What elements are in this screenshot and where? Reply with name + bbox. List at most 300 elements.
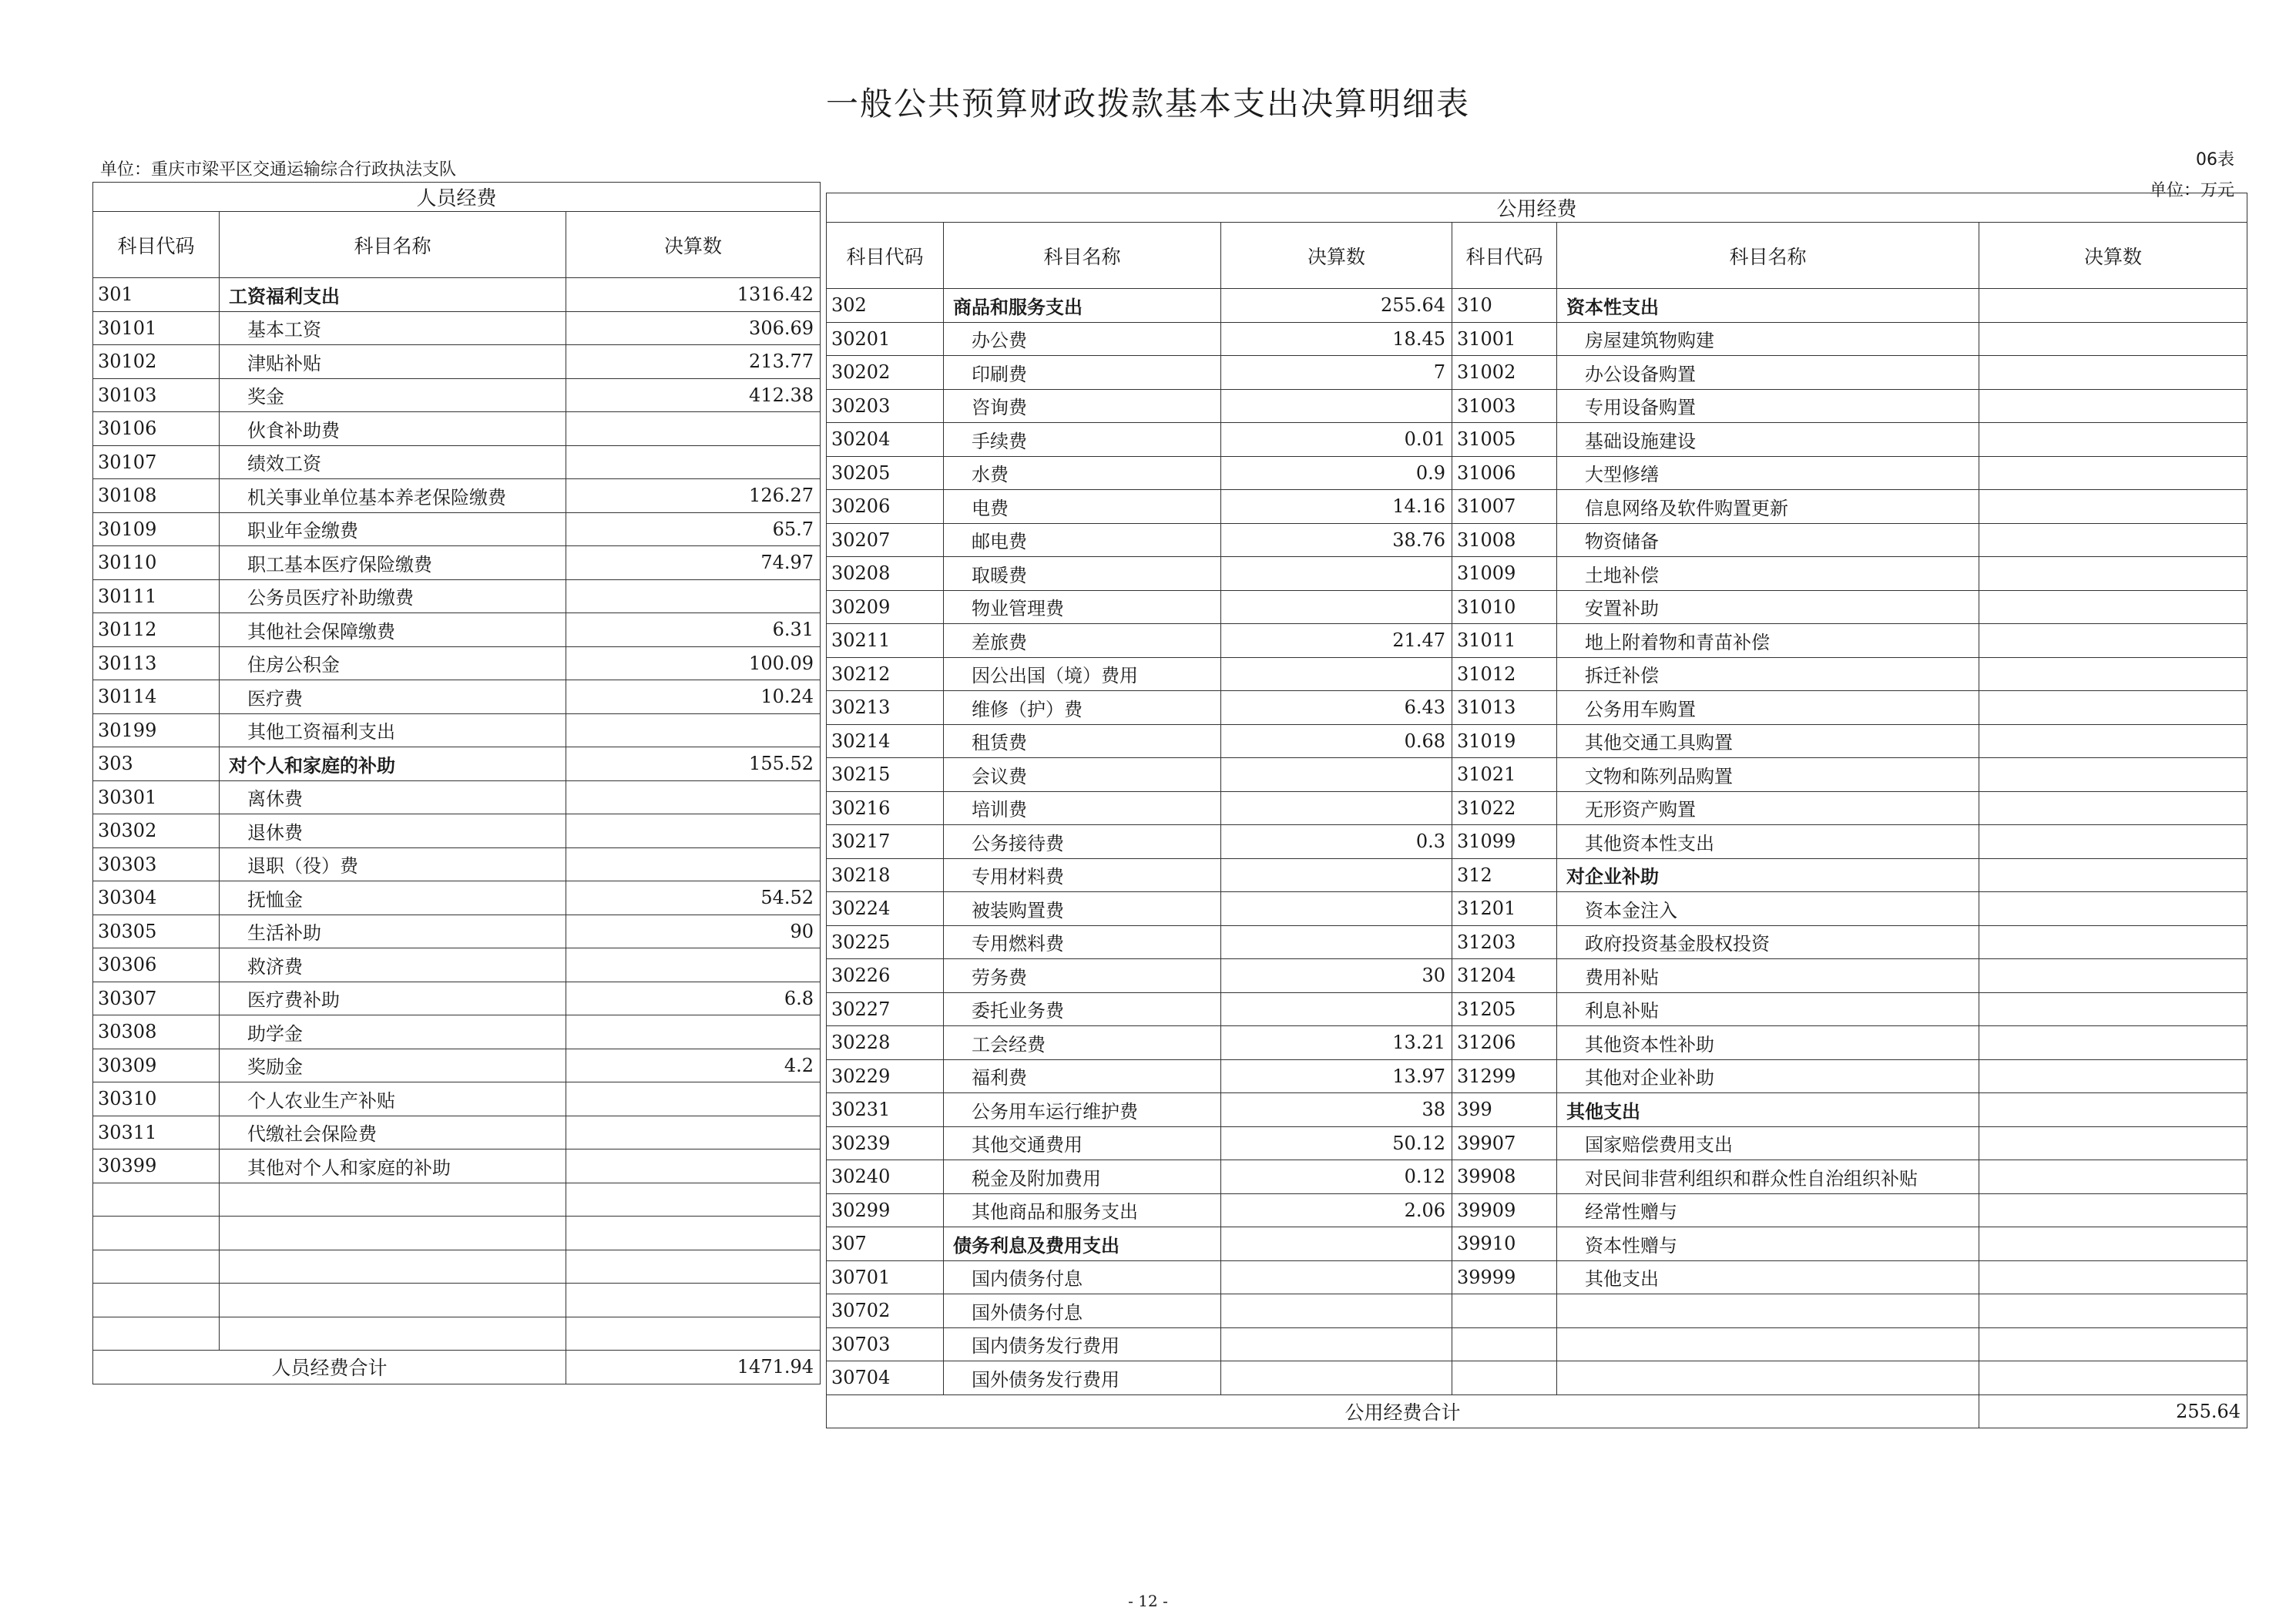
subject-code: 31203: [1452, 925, 1557, 959]
table-row: [93, 1116, 821, 1149]
amount-value: 90: [566, 915, 821, 948]
amount-value: [1979, 1160, 2247, 1194]
amount-value: 100.09: [566, 646, 821, 680]
table-row: [827, 1361, 2247, 1395]
subject-code: 30101: [93, 311, 220, 345]
subject-code: 30703: [827, 1327, 944, 1361]
public-total-value: 255.64: [1979, 1394, 2247, 1428]
subject-code: 30302: [93, 814, 220, 848]
subject-code: 31022: [1452, 791, 1557, 825]
subject-code: 312: [1452, 858, 1557, 892]
subject-code: [1452, 1294, 1557, 1328]
subject-code: 31005: [1452, 423, 1557, 457]
subject-name: 水费: [944, 456, 1221, 490]
subject-code: 31204: [1452, 959, 1557, 993]
amount-value: 1316.42: [566, 278, 821, 312]
amount-value: [566, 1317, 821, 1351]
public-expense-table: [826, 193, 2247, 1428]
amount-value: [1221, 1327, 1452, 1361]
table-row: [93, 1149, 821, 1183]
amount-value: [1979, 1327, 2247, 1361]
amount-value: [1979, 1294, 2247, 1328]
table-row: [93, 713, 821, 747]
amount-value: 306.69: [566, 311, 821, 345]
table-row: [827, 724, 2247, 758]
subject-name: 生活补助: [220, 915, 566, 948]
subject-name: 因公出国（境）费用: [944, 657, 1221, 691]
amount-value: [1221, 892, 1452, 926]
amount-value: [1979, 456, 2247, 490]
amount-value: [1221, 1227, 1452, 1261]
subject-code: 39910: [1452, 1227, 1557, 1261]
table-row: [827, 423, 2247, 457]
header-amount: 决算数: [1221, 223, 1452, 289]
table-row: [93, 915, 821, 948]
subject-name: [220, 1250, 566, 1284]
subject-code: 30306: [93, 948, 220, 982]
subject-code: 30704: [827, 1361, 944, 1395]
amount-value: [566, 948, 821, 982]
subject-name: 物资储备: [1557, 523, 1979, 557]
subject-name: 国内债务付息: [944, 1260, 1221, 1294]
amount-value: 65.7: [566, 512, 821, 546]
subject-name: 职工基本医疗保险缴费: [220, 546, 566, 580]
subject-code: 31008: [1452, 523, 1557, 557]
table-row: [93, 1317, 821, 1351]
table-row: [93, 1217, 821, 1250]
subject-code: 301: [93, 278, 220, 312]
subject-name: 伙食补助费: [220, 412, 566, 446]
amount-value: 4.2: [566, 1049, 821, 1082]
table-row: [827, 1059, 2247, 1093]
amount-value: [566, 1116, 821, 1149]
table-row: [93, 546, 821, 580]
subject-code: 30112: [93, 613, 220, 647]
subject-code: [93, 1183, 220, 1217]
table-row: [93, 881, 821, 915]
subject-code: 30231: [827, 1093, 944, 1127]
amount-value: [1979, 724, 2247, 758]
subject-code: 30203: [827, 389, 944, 423]
subject-name: 其他交通费用: [944, 1126, 1221, 1160]
reporting-unit: 单位：重庆市梁平区交通运输综合行政执法支队: [100, 160, 457, 180]
amount-value: [566, 1217, 821, 1250]
personnel-total-value: 1471.94: [566, 1351, 821, 1384]
amount-value: [1221, 758, 1452, 792]
subject-name: 奖励金: [220, 1049, 566, 1082]
subject-code: 30399: [93, 1149, 220, 1183]
amount-value: [1979, 490, 2247, 524]
subject-code: 30218: [827, 858, 944, 892]
amount-value: [566, 579, 821, 613]
subject-name: 奖金: [220, 378, 566, 412]
subject-name: [1557, 1327, 1979, 1361]
subject-code: 30228: [827, 1026, 944, 1060]
subject-name: 其他支出: [1557, 1093, 1979, 1127]
subject-code: 30114: [93, 680, 220, 714]
subject-code: 30208: [827, 557, 944, 591]
table-row: [827, 1093, 2247, 1127]
amount-value: [1979, 858, 2247, 892]
subject-code: 30206: [827, 490, 944, 524]
subject-name: 国外债务发行费用: [944, 1361, 1221, 1395]
amount-value: 255.64: [1221, 289, 1452, 323]
subject-name: 工会经费: [944, 1026, 1221, 1060]
amount-value: 10.24: [566, 680, 821, 714]
table-row: [827, 992, 2247, 1026]
table-row: [93, 747, 821, 781]
subject-name: 大型修缮: [1557, 456, 1979, 490]
subject-name: 邮电费: [944, 523, 1221, 557]
subject-code: 30301: [93, 780, 220, 814]
subject-code: 30305: [93, 915, 220, 948]
amount-value: [566, 847, 821, 881]
subject-code: 30702: [827, 1294, 944, 1328]
subject-code: 30204: [827, 423, 944, 457]
subject-name: 拆迁补偿: [1557, 657, 1979, 691]
amount-value: [566, 814, 821, 848]
amount-value: 18.45: [1221, 322, 1452, 356]
amount-value: [1221, 590, 1452, 624]
table-row: [827, 1327, 2247, 1361]
subject-code: 30215: [827, 758, 944, 792]
subject-code: 31021: [1452, 758, 1557, 792]
amount-value: 38: [1221, 1093, 1452, 1127]
amount-value: 0.3: [1221, 825, 1452, 859]
subject-name: 专用设备购置: [1557, 389, 1979, 423]
amount-value: [1979, 992, 2247, 1026]
table-row: [827, 557, 2247, 591]
subject-code: 30102: [93, 345, 220, 379]
subject-code: 30211: [827, 624, 944, 658]
subject-code: 31011: [1452, 624, 1557, 658]
amount-value: [1979, 289, 2247, 323]
subject-name: 资本金注入: [1557, 892, 1979, 926]
subject-code: 31003: [1452, 389, 1557, 423]
amount-value: [1979, 758, 2247, 792]
amount-value: 155.52: [566, 747, 821, 781]
amount-value: 21.47: [1221, 624, 1452, 658]
subject-code: 31006: [1452, 456, 1557, 490]
amount-value: 38.76: [1221, 523, 1452, 557]
header-amount: 决算数: [566, 212, 821, 278]
table-row: [93, 512, 821, 546]
subject-name: 代缴社会保险费: [220, 1116, 566, 1149]
subject-name: 物业管理费: [944, 590, 1221, 624]
subject-code: 31201: [1452, 892, 1557, 926]
subject-name: 医疗费补助: [220, 982, 566, 1015]
amount-value: 6.31: [566, 613, 821, 647]
table-row: [827, 1126, 2247, 1160]
subject-name: 房屋建筑物购建: [1557, 322, 1979, 356]
subject-name: 费用补贴: [1557, 959, 1979, 993]
subject-code: 30199: [93, 713, 220, 747]
subject-name: 政府投资基金股权投资: [1557, 925, 1979, 959]
table-row: [827, 858, 2247, 892]
subject-name: 专用燃料费: [944, 925, 1221, 959]
header-amount: 决算数: [1979, 223, 2247, 289]
amount-value: [566, 412, 821, 446]
table-row: [93, 948, 821, 982]
subject-name: 差旅费: [944, 624, 1221, 658]
subject-name: 印刷费: [944, 356, 1221, 390]
table-row: [93, 278, 821, 312]
subject-name: 绩效工资: [220, 445, 566, 479]
subject-name: 信息网络及软件购置更新: [1557, 490, 1979, 524]
amount-value: 14.16: [1221, 490, 1452, 524]
table-row: [827, 289, 2247, 323]
subject-code: 39907: [1452, 1126, 1557, 1160]
subject-code: [1452, 1361, 1557, 1395]
table-row: [93, 613, 821, 647]
table-row: [93, 579, 821, 613]
table-row: [827, 657, 2247, 691]
subject-code: 30213: [827, 691, 944, 725]
subject-name: 委托业务费: [944, 992, 1221, 1026]
amount-value: [1979, 590, 2247, 624]
amount-value: [1221, 389, 1452, 423]
amount-value: [1979, 1093, 2247, 1127]
subject-name: 退职（役）费: [220, 847, 566, 881]
personnel-total-label: 人员经费合计: [93, 1351, 566, 1384]
table-row: [827, 1026, 2247, 1060]
subject-code: [1452, 1327, 1557, 1361]
table-row: [93, 412, 821, 446]
amount-value: [1979, 1260, 2247, 1294]
subject-code: 30214: [827, 724, 944, 758]
subject-code: 30216: [827, 791, 944, 825]
amount-value: [1221, 557, 1452, 591]
subject-code: 30224: [827, 892, 944, 926]
header-name: 科目名称: [1557, 223, 1979, 289]
page-number: - 12 -: [1128, 1592, 1168, 1610]
table-row: [93, 1082, 821, 1116]
subject-code: 30109: [93, 512, 220, 546]
table-row: [827, 825, 2247, 859]
subject-code: 30304: [93, 881, 220, 915]
subject-name: 咨询费: [944, 389, 1221, 423]
subject-code: 30311: [93, 1116, 220, 1149]
amount-value: [1979, 523, 2247, 557]
subject-name: 工资福利支出: [220, 278, 566, 312]
subject-name: 被装购置费: [944, 892, 1221, 926]
subject-code: 31099: [1452, 825, 1557, 859]
amount-value: [1221, 1361, 1452, 1395]
amount-value: [1979, 791, 2247, 825]
subject-code: 39999: [1452, 1260, 1557, 1294]
subject-code: [93, 1217, 220, 1250]
subject-code: 31012: [1452, 657, 1557, 691]
subject-name: 对企业补助: [1557, 858, 1979, 892]
subject-name: 职业年金缴费: [220, 512, 566, 546]
subject-name: 资本性赠与: [1557, 1227, 1979, 1261]
amount-value: 6.43: [1221, 691, 1452, 725]
subject-name: 安置补助: [1557, 590, 1979, 624]
subject-name: 专用材料费: [944, 858, 1221, 892]
subject-name: 资本性支出: [1557, 289, 1979, 323]
subject-code: 31002: [1452, 356, 1557, 390]
amount-value: [1979, 389, 2247, 423]
subject-name: 对个人和家庭的补助: [220, 747, 566, 781]
subject-code: 30110: [93, 546, 220, 580]
subject-name: 其他对个人和家庭的补助: [220, 1149, 566, 1183]
public-total-label: 公用经费合计: [827, 1394, 1979, 1428]
subject-name: 其他社会保障缴费: [220, 613, 566, 647]
subject-name: 退休费: [220, 814, 566, 848]
table-row: [827, 1160, 2247, 1194]
subject-code: 30209: [827, 590, 944, 624]
subject-name: 其他对企业补助: [1557, 1059, 1979, 1093]
table-row: [93, 1183, 821, 1217]
subject-code: 31009: [1452, 557, 1557, 591]
amount-value: 213.77: [566, 345, 821, 379]
subject-code: 30299: [827, 1193, 944, 1227]
table-row: [93, 1284, 821, 1317]
subject-name: 助学金: [220, 1015, 566, 1049]
amount-value: [566, 1015, 821, 1049]
amount-value: 13.97: [1221, 1059, 1452, 1093]
amount-value: 54.52: [566, 881, 821, 915]
subject-name: 租赁费: [944, 724, 1221, 758]
table-row: [827, 490, 2247, 524]
subject-code: [93, 1317, 220, 1351]
subject-code: 302: [827, 289, 944, 323]
table-row: [827, 456, 2247, 490]
amount-value: [566, 1149, 821, 1183]
subject-code: 31007: [1452, 490, 1557, 524]
amount-value: [1979, 356, 2247, 390]
table-row: [93, 1049, 821, 1082]
subject-code: 30108: [93, 479, 220, 513]
subject-name: 公务接待费: [944, 825, 1221, 859]
table-row: [827, 523, 2247, 557]
subject-code: 30212: [827, 657, 944, 691]
subject-code: 30701: [827, 1260, 944, 1294]
subject-code: 30201: [827, 322, 944, 356]
table-row: [93, 1015, 821, 1049]
personnel-expense-table: [92, 182, 821, 1384]
header-name: 科目名称: [220, 212, 566, 278]
subject-name: [220, 1284, 566, 1317]
subject-name: 国内债务发行费用: [944, 1327, 1221, 1361]
subject-name: 基本工资: [220, 311, 566, 345]
subject-name: 其他资本性补助: [1557, 1026, 1979, 1060]
amount-value: 2.06: [1221, 1193, 1452, 1227]
currency-unit: 单位：万元: [2149, 181, 2234, 200]
amount-value: [1979, 1059, 2247, 1093]
subject-code: [93, 1250, 220, 1284]
subject-name: 机关事业单位基本养老保险缴费: [220, 479, 566, 513]
subject-name: 津贴补贴: [220, 345, 566, 379]
subject-name: 办公设备购置: [1557, 356, 1979, 390]
subject-code: 30107: [93, 445, 220, 479]
amount-value: 30: [1221, 959, 1452, 993]
amount-value: [1221, 925, 1452, 959]
subject-code: 39908: [1452, 1160, 1557, 1194]
amount-value: [1979, 892, 2247, 926]
amount-value: [566, 1250, 821, 1284]
subject-code: 30205: [827, 456, 944, 490]
subject-code: 31205: [1452, 992, 1557, 1026]
subject-code: 310: [1452, 289, 1557, 323]
table-row: [93, 847, 821, 881]
subject-code: 31013: [1452, 691, 1557, 725]
personnel-group-header: 人员经费: [93, 183, 821, 212]
subject-name: 利息补贴: [1557, 992, 1979, 1026]
amount-value: [1979, 825, 2247, 859]
subject-code: 31206: [1452, 1026, 1557, 1060]
amount-value: [1221, 858, 1452, 892]
subject-code: 30240: [827, 1160, 944, 1194]
subject-name: 公务用车购置: [1557, 691, 1979, 725]
subject-name: 债务利息及费用支出: [944, 1227, 1221, 1261]
subject-name: 其他商品和服务支出: [944, 1193, 1221, 1227]
table-row: [827, 356, 2247, 390]
subject-name: 地上附着物和青苗补偿: [1557, 624, 1979, 658]
amount-value: [1979, 322, 2247, 356]
amount-value: 0.68: [1221, 724, 1452, 758]
amount-value: [1221, 791, 1452, 825]
subject-name: 维修（护）费: [944, 691, 1221, 725]
table-row: [93, 982, 821, 1015]
amount-value: 50.12: [1221, 1126, 1452, 1160]
amount-value: [1979, 557, 2247, 591]
subject-name: 会议费: [944, 758, 1221, 792]
amount-value: 0.01: [1221, 423, 1452, 457]
subject-name: 离休费: [220, 780, 566, 814]
subject-name: 抚恤金: [220, 881, 566, 915]
subject-name: 国外债务付息: [944, 1294, 1221, 1328]
table-row: [827, 1227, 2247, 1261]
table-row: [93, 814, 821, 848]
table-row: [827, 1193, 2247, 1227]
table-row: [93, 646, 821, 680]
subject-name: 电费: [944, 490, 1221, 524]
amount-value: [1979, 657, 2247, 691]
amount-value: [1979, 959, 2247, 993]
amount-value: [1979, 691, 2247, 725]
header-code: 科目代码: [827, 223, 944, 289]
table-row: [827, 925, 2247, 959]
subject-code: 30310: [93, 1082, 220, 1116]
subject-code: 30103: [93, 378, 220, 412]
subject-code: 30239: [827, 1126, 944, 1160]
subject-name: 土地补偿: [1557, 557, 1979, 591]
amount-value: [1979, 1193, 2247, 1227]
amount-value: [566, 1082, 821, 1116]
header-code: 科目代码: [93, 212, 220, 278]
subject-code: 30106: [93, 412, 220, 446]
subject-code: 30309: [93, 1049, 220, 1082]
table-row: [93, 680, 821, 714]
amount-value: [566, 1284, 821, 1317]
public-group-header: 公用经费: [827, 193, 2247, 223]
subject-name: 文物和陈列品购置: [1557, 758, 1979, 792]
table-row: [93, 345, 821, 379]
table-row: [93, 311, 821, 345]
table-row: [827, 758, 2247, 792]
subject-name: 福利费: [944, 1059, 1221, 1093]
subject-name: 无形资产购置: [1557, 791, 1979, 825]
header-code: 科目代码: [1452, 223, 1557, 289]
subject-code: 30202: [827, 356, 944, 390]
subject-name: 公务员医疗补助缴费: [220, 579, 566, 613]
subject-code: 30226: [827, 959, 944, 993]
subject-name: 住房公积金: [220, 646, 566, 680]
amount-value: [566, 1183, 821, 1217]
amount-value: 74.97: [566, 546, 821, 580]
table-row: [827, 322, 2247, 356]
